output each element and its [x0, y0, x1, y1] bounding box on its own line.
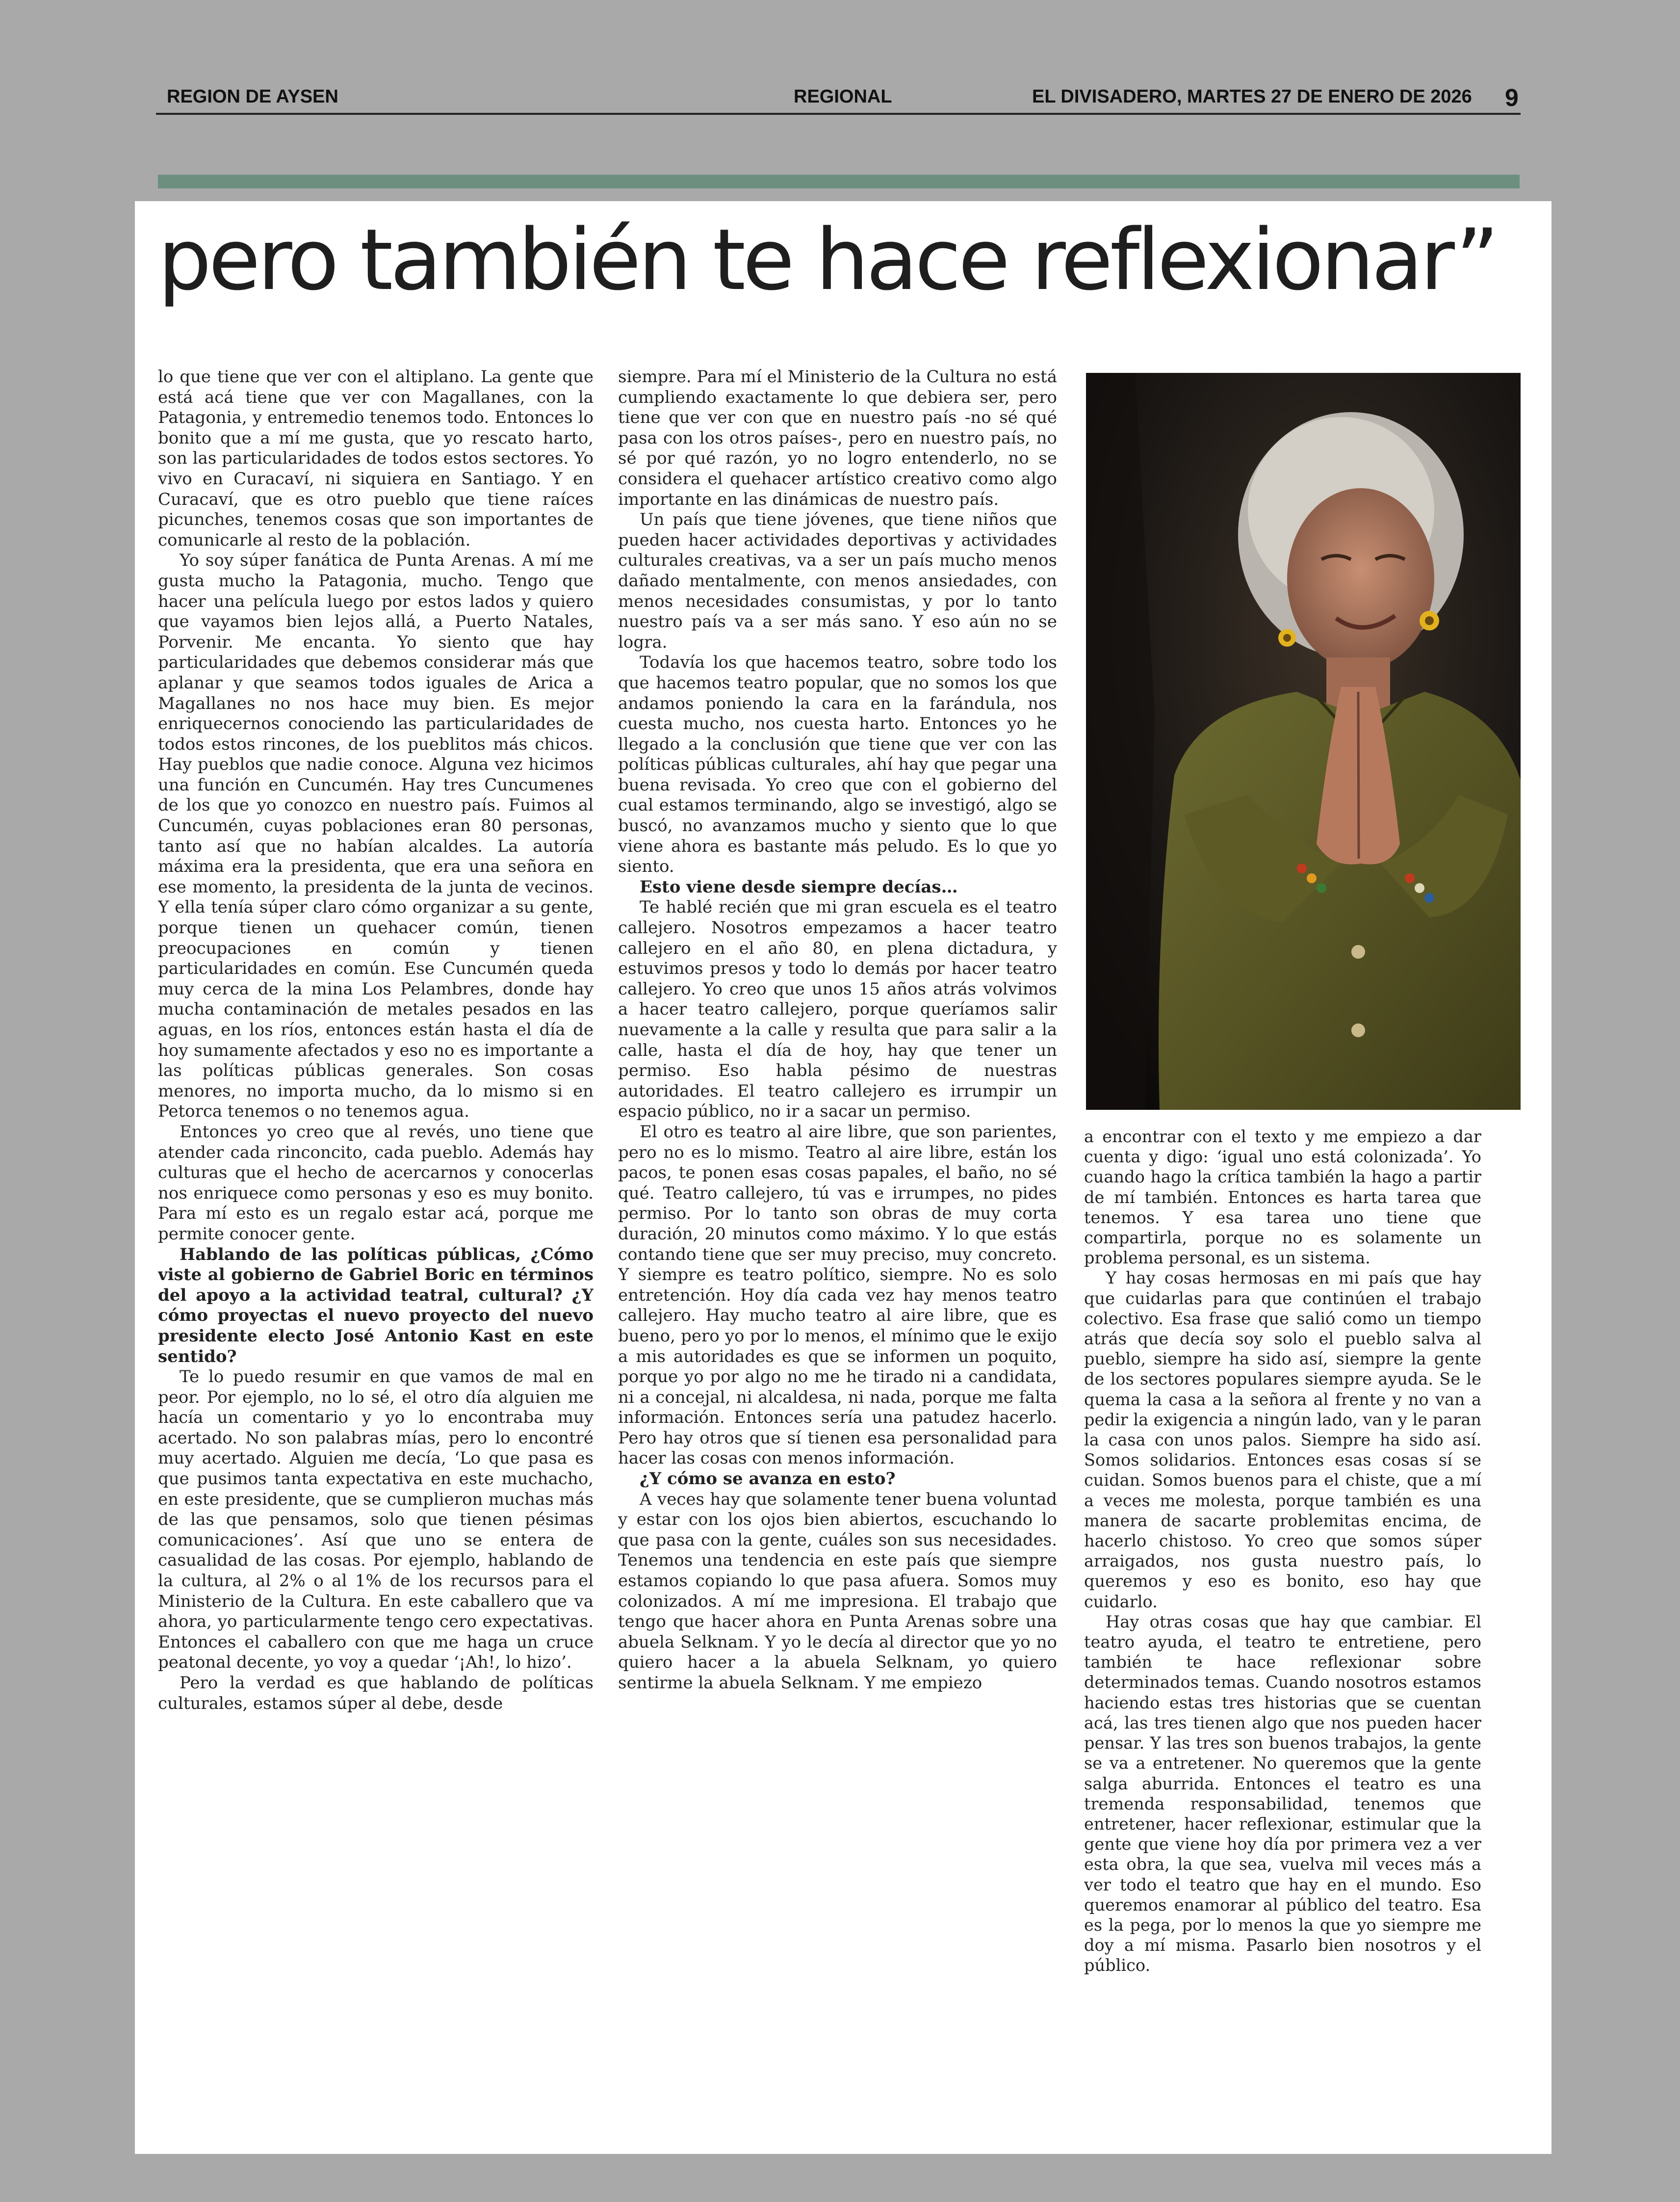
accent-bar: [158, 175, 1520, 188]
article-paragraph: Te lo puedo resumir en que vamos de mal en peor. Por ejemplo, no lo sé, el otro día alguien me hacía un comentario y yo lo encontraba muy acertado. No son palabras mías, pero lo encontré muy acertado. Alguien me decía, ‘Lo que pasa es que pusimos tanta expectativa en este muchacho, en este presidente, que se cumplieron muchas más de las que pensamos, solo que tienen pésimas comunicaciones’. Así que uno se entera de casualidad de las cosas. Por ejemplo, hablando de la cultura, al 2% o al 1% de los recursos para el Ministerio de la Cultura. En este caballero que va ahora, yo particularmente tengo cero expectativas. Entonces el caballero con que me haga un cruce peatonal decente, yo voy a quedar ‘¡Ah!, lo hizo’.: [158, 1367, 594, 1673]
article-paragraph: Entonces yo creo que al revés, uno tiene que atender cada rinconcito, cada pueblo. Además hay culturas que el hecho de acercarnos y conocerlas nos enriquece como personas y eso es muy bonito. Para mí esto es un regalo estar acá, porque me permite conocer gente.: [158, 1122, 594, 1244]
article-paragraph: lo que tiene que ver con el altiplano. La gente que está acá tiene que ver con Magallanes, con la Patagonia, y entremedio tenemos todo. Entonces lo bonito que a mí me gusta, que yo rescato harto, son las particularidades de todos estos sectores. Yo vivo en Curacaví, ni siquiera en Santiago. Y en Curacaví, que es otro pueblo que tiene raíces picunches, tenemos cosas que son importantes de comunicarle al resto de la población.: [158, 367, 594, 550]
article-paragraph: A veces hay que solamente tener buena voluntad y estar con los ojos bien abiertos, escuchando lo que pasa con la gente, cuáles son sus necesidades. Tenemos una tendencia en este país que siempre estamos copiando lo que pasa afuera. Somos muy colonizados. A mí me impresiona. El trabajo que tengo que hacer ahora en Punta Arenas sobre una abuela Selknam. Y yo le decía al director que yo no quiero hacer a la abuela Selknam, yo quiero sentirme la abuela Selknam. Y me empiezo: [618, 1489, 1057, 1693]
article-paragraph: Y hay cosas hermosas en mi país que hay que cuidarlas para que continúen el trabajo colectivo. Esa frase que salió como un tiempo atrás que decía soy solo el pueblo salva al pueblo, siempre ha sido así, siempre la gente de los sectores populares siempre ayuda. Se le quema la casa a la señora al frente y no van a pedir la exigencia a ningún lado, van y le paran la casa con unos palos. Siempre ha sido así. Somos solidarios. Entonces esas cosas sí se cuidan. Somos buenos para el chiste, que a mí a veces me molesta, porque también es una manera de sacarte problemitas encima, de hacerlo chistoso. Yo creo que somos súper arraigados, nos gusta nuestro país, lo queremos y eso es bonito, eso hay que cuidarlo.: [1084, 1268, 1481, 1611]
section-category-label: REGIONAL: [794, 86, 892, 107]
article-column-3: [1084, 1127, 1481, 2083]
section-region-label: REGION DE AYSEN: [167, 86, 338, 107]
article-paragraph: Un país que tiene jóvenes, que tiene niños que pueden hacer actividades deportivas y actividades culturales creativas, va a ser un país mucho menos dañado mentalmente, con menos ansiedades, con menos necesidades consumistas, y por lo tanto nuestro país va a ser más sano. Y eso aún no se logra.: [618, 510, 1057, 652]
article-paragraph: Pero la verdad es que hablando de políticas culturales, estamos súper al debe, desde: [158, 1673, 594, 1713]
article-paragraph: Hay otras cosas que hay que cambiar. El teatro ayuda, el teatro te entretiene, pero también te hace reflexionar sobre determinados temas. Cuando nosotros estamos haciendo estas tres historias que se cuentan acá, las tres tienen algo que nos pueden hacer pensar. Y las tres son buenos trabajos, la gente se va a entretener. No queremos que la gente salga aburrida. Entonces el teatro es una tremenda responsabilidad, tenemos que entretener, hacer reflexionar, estimular que la gente que viene hoy día por primera vez a ver esta obra, la que sea, vuelva mil veces más a ver todo el teatro que hay en el mundo. Eso queremos enamorar al público del teatro. Esa es la pega, por lo menos la que yo siempre me doy a mí misma. Pasarlo bien nosotros y el público.: [1084, 1612, 1481, 1975]
article-paragraph: Yo soy súper fanática de Punta Arenas. A mí me gusta mucho la Patagonia, mucho. Tengo que hacer una película luego por estos lados y quiero que vayamos bien lejos allá, a Puerto Natales, Porvenir. Me encanta. Yo siento que hay particularidades que debemos considerar más que aplanar y que seamos todos iguales de Arica a Magallanes no nos hace muy bien. Es mejor enriquecernos conociendo las particularidades de todos estos rincones, de los pueblitos más chicos. Hay pueblos que nadie conoce. Alguna vez hicimos una función en Cuncumén. Hay tres Cuncumenes de los que yo conozco en nuestro país. Fuimos al Cuncumén, cuyas poblaciones eran 80 personas, tanto así que no habían alcaldes. La autoría máxima era la presidenta, que era una señora en ese momento, la presidenta de la junta de vecinos. Y ella tenía súper claro cómo organizar a su gente, porque tienen un quehacer común, tienen preocupaciones en común y tienen particularidades en común. Ese Cuncumén queda muy cerca de la mina Los Pelambres, donde hay mucha contaminación de metales pesados en las aguas, en los ríos, entonces están hasta el día de hoy sumamente afectados y eso no es importante a las políticas públicas generales. Son cosas menores, no importa mucho, da lo mismo si en Petorca tenemos o no tenemos agua.: [158, 550, 594, 1122]
header-rule: [156, 113, 1521, 115]
article-column-2: [618, 367, 1057, 2035]
article-paragraph: siempre. Para mí el Ministerio de la Cultura no está cumpliendo exactamente lo que debiera ser, pero tiene que ver con que en nuestro país -no sé qué pasa con los otros países-, pero en nuestro país, no sé por qué razón, yo no logro entenderlo, no se considera el quehacer artístico creativo como algo importante en las dinámicas de nuestro país.: [618, 367, 1057, 509]
publication-date: EL DIVISADERO, MARTES 27 DE ENERO DE 2026: [1032, 86, 1472, 107]
article-paragraph: Te hablé recién que mi gran escuela es el teatro callejero. Nosotros empezamos a hacer teatro callejero en el año 80, en plena dictadura, y estuvimos presos y todo lo demás por hacer teatro callejero. Yo creo que unos 15 años atrás volvimos a hacer teatro callejero, porque queríamos salir nuevamente a la calle y resulta que para salir a la calle, hasta el día de hoy, hay que tener un permiso. Eso habla pésimo de nuestras autoridades. El teatro callejero es irrumpir un espacio público, no ir a sacar un permiso.: [618, 897, 1057, 1122]
interview-question: Hablando de las políticas públicas, ¿Cómo viste al gobierno de Gabriel Boric en términos del apoyo a la actividad teatral, cultural? ¿Y cómo proyectas el nuevo proyecto del nuevo presidente electo José Antonio Kast en este sentido?: [158, 1244, 594, 1366]
page-number: 9: [1505, 84, 1519, 111]
article-headline: pero también te hace reflexionar”: [158, 210, 1497, 309]
article-paragraph: Todavía los que hacemos teatro, sobre todo los que hacemos teatro popular, que no somos los que andamos poniendo la cara en la farándula, nos cuesta mucho, nos cuesta harto. Entonces yo he llegado a la conclusión que tiene que ver con las políticas públicas culturales, ahí hay que pegar una buena revisada. Yo creo que con el gobierno del cual estamos terminando, algo se investigó, algo se buscó, no avanzamos mucho y siento que lo que viene ahora es bastante más peludo. Es lo que yo siento.: [618, 653, 1057, 877]
interview-question: ¿Y cómo se avanza en esto?: [640, 1469, 896, 1489]
page-header: [0, 0, 1680, 167]
article-column-1: [158, 367, 594, 2070]
article-paragraph: a encontrar con el texto y me empiezo a dar cuenta y digo: ‘igual uno está colonizada’. Yo cuando hago la crítica también la hago a partir de mí también. Entonces es harta tarea que tenemos. Y esa tarea uno tiene que compartirla, porque no es solamente un problema personal, es un sistema.: [1084, 1127, 1481, 1268]
interview-question: Esto viene desde siempre decías…: [640, 877, 958, 897]
article-paragraph: El otro es teatro al aire libre, que son parientes, pero no es lo mismo. Teatro al aire libre, están los pacos, te ponen esas cosas papales, el baño, no sé qué. Teatro callejero, tú vas e irrumpes, no pides permiso. Por lo tanto son obras de muy corta duración, 20 minutos como máximo. Y lo que estás contando tiene que ser muy preciso, muy concreto. Y siempre es teatro político, siempre. No es solo entretención. Hoy día cada vez hay menos teatro callejero. Hay mucho teatro al aire libre, que es bueno, pero yo por lo menos, el mínimo que le exijo a mis autoridades es que se informen un poquito, porque yo por algo no me he tirado ni a candidata, ni a concejal, ni alcaldesa, ni nada, porque me falta información. Entonces sería una patudez hacerlo. Pero hay otros que sí tienen esa personalidad para hacer las cosas con menos información.: [618, 1122, 1057, 1468]
photo-woman-praying-hands-icon: [1086, 373, 1521, 1110]
portrait-photo: [1086, 373, 1521, 1110]
